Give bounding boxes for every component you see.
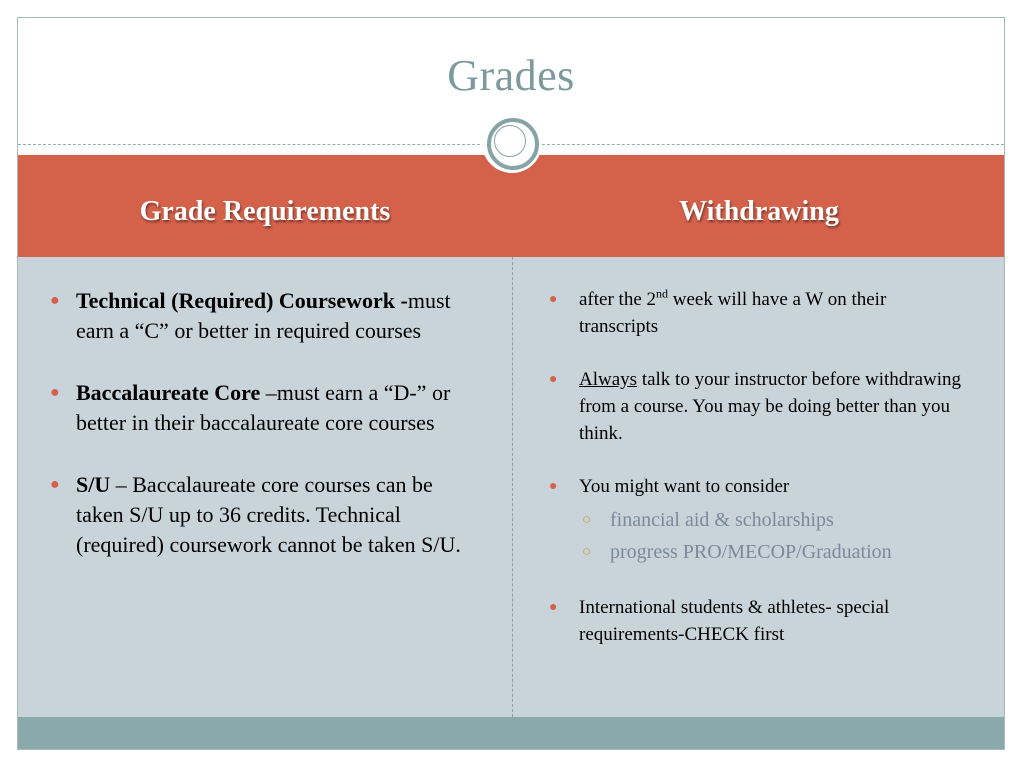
bullet-icon: ● — [50, 292, 60, 309]
circle-ornament-inner — [494, 125, 526, 157]
bullet-icon: ● — [50, 476, 60, 493]
item-underlined: Always — [579, 369, 638, 390]
item-superscript: nd — [656, 286, 669, 301]
sub-item-text: financial aid & scholarships — [610, 509, 834, 531]
list-item — [48, 378, 478, 438]
grade-requirements-list — [48, 286, 478, 592]
column-heading-grade-requirements: Grade Requirements — [139, 196, 391, 227]
item-text: – Baccalaureate core courses can be taken S/U up to 36 credits. Technical (required) coursework cannot be taken S/U. — [76, 472, 461, 557]
list-item — [548, 594, 968, 648]
consider-sublist — [579, 504, 968, 568]
column-heading-withdrawing: Withdrawing — [679, 196, 839, 227]
list-item — [48, 470, 478, 560]
bullet-icon: ● — [549, 372, 558, 387]
item-text: International students & athletes- special requirements-CHECK first — [579, 597, 890, 645]
item-text: talk to your instructor before withdrawing from a course. You may be doing better than you think. — [579, 369, 962, 444]
withdrawing-list — [548, 286, 968, 674]
bullet-icon: ● — [549, 292, 558, 307]
list-item — [548, 473, 968, 568]
list-item — [548, 366, 968, 447]
sub-list-item — [579, 536, 968, 568]
item-bold-label: Technical (Required) Coursework - — [76, 288, 408, 313]
column-separator — [512, 257, 513, 717]
ring-bullet-icon: ○ — [582, 512, 592, 528]
footer-band — [18, 717, 1004, 750]
item-text: You might want to consider — [579, 476, 790, 497]
item-text-after: week will have a W on their transcripts — [579, 289, 887, 337]
slide-title: Grades — [447, 51, 575, 100]
ring-bullet-icon: ○ — [582, 544, 592, 560]
list-item — [48, 286, 478, 346]
sub-item-text: progress PRO/MECOP/Graduation — [610, 541, 892, 563]
bullet-icon: ● — [549, 479, 558, 494]
bullet-icon: ● — [549, 600, 558, 615]
item-bold-label: Baccalaureate Core — [76, 380, 261, 405]
item-text: must earn a “C” or better in required courses — [76, 288, 451, 343]
item-bold-label: S/U — [76, 472, 111, 497]
sub-list-item — [579, 504, 968, 536]
bullet-icon: ● — [50, 384, 60, 401]
item-text: –must earn a “D-” or better in their baccalaureate core courses — [76, 380, 451, 435]
item-text-before: after the 2 — [579, 289, 657, 310]
slide — [17, 17, 1005, 750]
list-item — [548, 286, 968, 340]
